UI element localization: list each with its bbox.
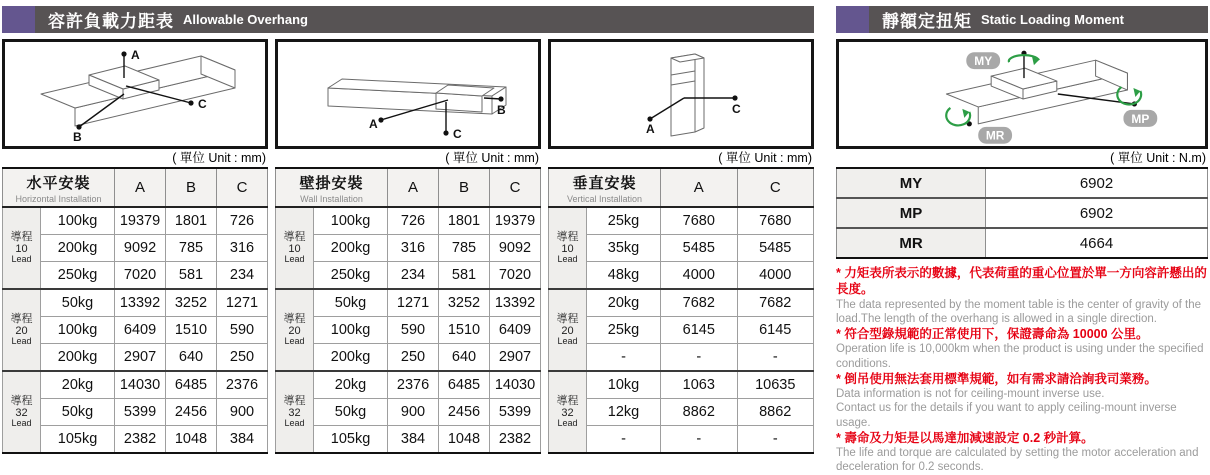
panel-horizontal bbox=[2, 39, 268, 454]
moment-section-header bbox=[836, 6, 1208, 33]
point-b-label: B bbox=[497, 103, 506, 117]
wall-diagram bbox=[275, 39, 541, 149]
lead-group-cell: 導程 20 Lead bbox=[549, 289, 587, 371]
value-cell: 1063 bbox=[661, 371, 737, 399]
value-cell: 640 bbox=[166, 344, 217, 372]
column-header-b: B bbox=[439, 168, 490, 207]
table-row bbox=[276, 399, 541, 426]
value-cell: 1271 bbox=[388, 289, 439, 317]
unit-label: ( 單位 Unit : mm) bbox=[718, 151, 812, 165]
allowable-overhang-section bbox=[2, 6, 814, 475]
value-cell: 250 bbox=[388, 344, 439, 372]
lead-group-cell: 導程 32 Lead bbox=[549, 371, 587, 453]
overhang-panels bbox=[2, 39, 814, 454]
value-cell: - bbox=[737, 426, 814, 454]
horizontal-table bbox=[2, 167, 268, 454]
load-cell: 25kg bbox=[587, 207, 661, 235]
value-cell: 2376 bbox=[388, 371, 439, 399]
value-cell: 7682 bbox=[661, 289, 737, 317]
table-row bbox=[549, 235, 814, 262]
table-row bbox=[276, 207, 541, 235]
wall-diagram-drawing bbox=[278, 42, 538, 146]
load-cell: 20kg bbox=[587, 289, 661, 317]
accent-square bbox=[2, 6, 35, 33]
value-cell: 5485 bbox=[737, 235, 814, 262]
lead-group-cell: 導程 32 Lead bbox=[3, 371, 41, 453]
point-c-label: C bbox=[732, 102, 741, 116]
value-cell: 6145 bbox=[737, 317, 814, 344]
value-cell: 234 bbox=[216, 262, 267, 290]
table-row bbox=[837, 228, 1208, 258]
table-row bbox=[549, 289, 814, 317]
value-cell: 1510 bbox=[439, 317, 490, 344]
section-title-zh: 容許負載力距表 bbox=[48, 12, 174, 31]
load-cell: 200kg bbox=[41, 235, 115, 262]
value-cell: 1048 bbox=[439, 426, 490, 454]
table-row bbox=[549, 371, 814, 399]
load-cell: 100kg bbox=[314, 207, 388, 235]
value-cell: 4000 bbox=[661, 262, 737, 290]
load-cell: 200kg bbox=[314, 344, 388, 372]
table-title: 垂直安裝 Vertical Installation bbox=[549, 168, 661, 207]
column-header-c: C bbox=[216, 168, 267, 207]
value-cell: 900 bbox=[388, 399, 439, 426]
table-row bbox=[3, 426, 268, 454]
note-zh: * 力矩表所表示的數據，代表荷重的重心位置於單一方向容許懸出的長度。 bbox=[836, 266, 1207, 297]
table-row bbox=[549, 426, 814, 454]
moment-diagram bbox=[836, 39, 1208, 149]
table-row bbox=[3, 262, 268, 290]
value-cell: 7682 bbox=[737, 289, 814, 317]
horizontal-diagram-drawing bbox=[5, 42, 265, 146]
value-cell: 5485 bbox=[661, 235, 737, 262]
value-cell: 1801 bbox=[166, 207, 217, 235]
note-zh: * 倒吊使用無法套用標準規範，如有需求請洽詢我司業務。 bbox=[836, 371, 1157, 386]
mr-badge: MR bbox=[985, 128, 1005, 143]
table-row bbox=[3, 289, 268, 317]
value-cell: 1801 bbox=[439, 207, 490, 235]
panel-wall bbox=[275, 39, 541, 454]
table-row bbox=[276, 262, 541, 290]
value-cell: 900 bbox=[216, 399, 267, 426]
moment-diagram-drawing bbox=[839, 42, 1205, 146]
value-cell: 581 bbox=[439, 262, 490, 290]
load-cell: - bbox=[587, 344, 661, 372]
note-en: Contact us for the details if you want to apply ceiling-mount inverse usage. bbox=[836, 402, 1177, 429]
value-cell: 10635 bbox=[737, 371, 814, 399]
point-b-label: B bbox=[73, 130, 82, 144]
value-cell: 250 bbox=[216, 344, 267, 372]
value-cell: 2907 bbox=[489, 344, 540, 372]
load-cell: 50kg bbox=[314, 289, 388, 317]
table-row bbox=[276, 235, 541, 262]
table-row bbox=[3, 207, 268, 235]
load-cell: 20kg bbox=[41, 371, 115, 399]
my-badge: MY bbox=[974, 54, 993, 69]
overhang-section-header bbox=[2, 6, 814, 33]
note-en: The data represented by the moment table is the center of gravity of the load.The length of the overhang is allowed in a single direction. bbox=[836, 298, 1202, 325]
load-cell: 10kg bbox=[587, 371, 661, 399]
value-cell: 7020 bbox=[489, 262, 540, 290]
table-row bbox=[276, 317, 541, 344]
value-cell: 726 bbox=[216, 207, 267, 235]
value-cell: 384 bbox=[216, 426, 267, 454]
table-row bbox=[837, 198, 1208, 228]
lead-group-cell: 導程 10 Lead bbox=[3, 207, 41, 289]
table-row bbox=[549, 399, 814, 426]
point-a-label: A bbox=[131, 48, 140, 62]
table-row bbox=[3, 344, 268, 372]
value-cell: 9092 bbox=[115, 235, 166, 262]
value-cell: 8862 bbox=[737, 399, 814, 426]
panel-vertical bbox=[548, 39, 814, 454]
column-header-c: C bbox=[489, 168, 540, 207]
value-cell: 2456 bbox=[166, 399, 217, 426]
value-cell: 2907 bbox=[115, 344, 166, 372]
load-cell: 100kg bbox=[41, 317, 115, 344]
value-cell: 316 bbox=[216, 235, 267, 262]
column-header-a: A bbox=[388, 168, 439, 207]
value-cell: 1510 bbox=[166, 317, 217, 344]
lead-group-cell: 導程 10 Lead bbox=[276, 207, 314, 289]
value-cell: 581 bbox=[166, 262, 217, 290]
table-row bbox=[3, 317, 268, 344]
value-cell: 7020 bbox=[115, 262, 166, 290]
note-en: The life and torque are calculated by setting the motor acceleration and deceleration for 0.2 seconds. bbox=[836, 447, 1199, 474]
horizontal-diagram bbox=[2, 39, 268, 149]
moment-value: 6902 bbox=[986, 198, 1208, 228]
value-cell: 4000 bbox=[737, 262, 814, 290]
load-cell: - bbox=[587, 426, 661, 454]
load-cell: 48kg bbox=[587, 262, 661, 290]
value-cell: 2382 bbox=[489, 426, 540, 454]
value-cell: 590 bbox=[388, 317, 439, 344]
value-cell: 785 bbox=[439, 235, 490, 262]
load-cell: 25kg bbox=[587, 317, 661, 344]
value-cell: 1271 bbox=[216, 289, 267, 317]
value-cell: 590 bbox=[216, 317, 267, 344]
lead-group-cell: 導程 20 Lead bbox=[3, 289, 41, 371]
note-zh: * 壽命及力矩是以馬達加減速設定 0.2 秒計算。 bbox=[836, 430, 1094, 445]
value-cell: 1048 bbox=[166, 426, 217, 454]
moment-value: 6902 bbox=[986, 168, 1208, 198]
table-row bbox=[549, 344, 814, 372]
column-header-a: A bbox=[661, 168, 737, 207]
table-title: 水平安裝 Horizontal Installation bbox=[3, 168, 115, 207]
value-cell: 14030 bbox=[115, 371, 166, 399]
value-cell: 384 bbox=[388, 426, 439, 454]
value-cell: 19379 bbox=[489, 207, 540, 235]
load-cell: 50kg bbox=[41, 289, 115, 317]
vertical-table bbox=[548, 167, 814, 454]
value-cell: 2456 bbox=[439, 399, 490, 426]
table-row bbox=[549, 317, 814, 344]
value-cell: 640 bbox=[439, 344, 490, 372]
load-cell: 105kg bbox=[41, 426, 115, 454]
vertical-diagram-drawing bbox=[551, 42, 811, 146]
table-row bbox=[276, 289, 541, 317]
moment-label: MP bbox=[837, 198, 986, 228]
value-cell: 5399 bbox=[115, 399, 166, 426]
section-title-zh: 靜額定扭矩 bbox=[882, 12, 972, 31]
unit-label: ( 單位 Unit : mm) bbox=[172, 151, 266, 165]
table-row bbox=[276, 371, 541, 399]
moment-label: MR bbox=[837, 228, 986, 258]
column-header-b: B bbox=[166, 168, 217, 207]
table-row bbox=[3, 399, 268, 426]
mp-badge: MP bbox=[1131, 111, 1150, 126]
column-header-c: C bbox=[737, 168, 814, 207]
lead-group-cell: 導程 20 Lead bbox=[276, 289, 314, 371]
load-cell: 100kg bbox=[314, 317, 388, 344]
section-title-en: Static Loading Moment bbox=[981, 12, 1124, 27]
point-a-label: A bbox=[369, 117, 378, 131]
point-a-label: A bbox=[646, 122, 655, 136]
value-cell: - bbox=[737, 344, 814, 372]
value-cell: 13392 bbox=[489, 289, 540, 317]
load-cell: 250kg bbox=[41, 262, 115, 290]
load-cell: 105kg bbox=[314, 426, 388, 454]
table-row bbox=[276, 426, 541, 454]
load-cell: 250kg bbox=[314, 262, 388, 290]
value-cell: 7680 bbox=[661, 207, 737, 235]
load-cell: 50kg bbox=[41, 399, 115, 426]
value-cell: 8862 bbox=[661, 399, 737, 426]
load-cell: 20kg bbox=[314, 371, 388, 399]
table-row bbox=[549, 262, 814, 290]
unit-label: ( 單位 Unit : mm) bbox=[445, 151, 539, 165]
value-cell: 14030 bbox=[489, 371, 540, 399]
point-c-label: C bbox=[453, 127, 462, 141]
vertical-diagram bbox=[548, 39, 814, 149]
value-cell: 6485 bbox=[166, 371, 217, 399]
table-row bbox=[3, 235, 268, 262]
value-cell: - bbox=[661, 426, 737, 454]
value-cell: 316 bbox=[388, 235, 439, 262]
value-cell: 2382 bbox=[115, 426, 166, 454]
value-cell: 234 bbox=[388, 262, 439, 290]
value-cell: 7680 bbox=[737, 207, 814, 235]
table-row bbox=[549, 207, 814, 235]
static-moment-section bbox=[836, 6, 1208, 475]
load-cell: 200kg bbox=[41, 344, 115, 372]
value-cell: 6485 bbox=[439, 371, 490, 399]
load-cell: 100kg bbox=[41, 207, 115, 235]
value-cell: 2376 bbox=[216, 371, 267, 399]
moment-label: MY bbox=[837, 168, 986, 198]
table-row bbox=[837, 168, 1208, 198]
value-cell: 9092 bbox=[489, 235, 540, 262]
load-cell: 35kg bbox=[587, 235, 661, 262]
load-cell: 12kg bbox=[587, 399, 661, 426]
value-cell: 6145 bbox=[661, 317, 737, 344]
lead-group-cell: 導程 32 Lead bbox=[276, 371, 314, 453]
value-cell: 785 bbox=[166, 235, 217, 262]
table-title: 壁掛安裝 Wall Installation bbox=[276, 168, 388, 207]
moment-value: 4664 bbox=[986, 228, 1208, 258]
footnotes bbox=[836, 265, 1208, 475]
value-cell: 3252 bbox=[439, 289, 490, 317]
value-cell: 3252 bbox=[166, 289, 217, 317]
lead-group-cell: 導程 10 Lead bbox=[549, 207, 587, 289]
load-cell: 50kg bbox=[314, 399, 388, 426]
load-cell: 200kg bbox=[314, 235, 388, 262]
moment-table bbox=[836, 167, 1208, 259]
note-zh: * 符合型錄規範的正常使用下，保證壽命為 10000 公里。 bbox=[836, 327, 1149, 341]
table-row bbox=[276, 344, 541, 372]
note-en: Operation life is 10,000km when the product is using under the specified conditions. bbox=[836, 343, 1204, 370]
value-cell: 6409 bbox=[489, 317, 540, 344]
unit-label: ( 單位 Unit : N.m) bbox=[1110, 151, 1206, 165]
accent-square bbox=[836, 6, 869, 33]
value-cell: - bbox=[661, 344, 737, 372]
note-en: Data information is not for ceiling-mount inverse use. bbox=[836, 388, 1105, 400]
column-header-a: A bbox=[115, 168, 166, 207]
value-cell: 6409 bbox=[115, 317, 166, 344]
value-cell: 13392 bbox=[115, 289, 166, 317]
section-title-en: Allowable Overhang bbox=[183, 12, 308, 27]
wall-table bbox=[275, 167, 541, 454]
value-cell: 726 bbox=[388, 207, 439, 235]
point-c-label: C bbox=[198, 97, 207, 111]
value-cell: 19379 bbox=[115, 207, 166, 235]
table-row bbox=[3, 371, 268, 399]
value-cell: 5399 bbox=[489, 399, 540, 426]
